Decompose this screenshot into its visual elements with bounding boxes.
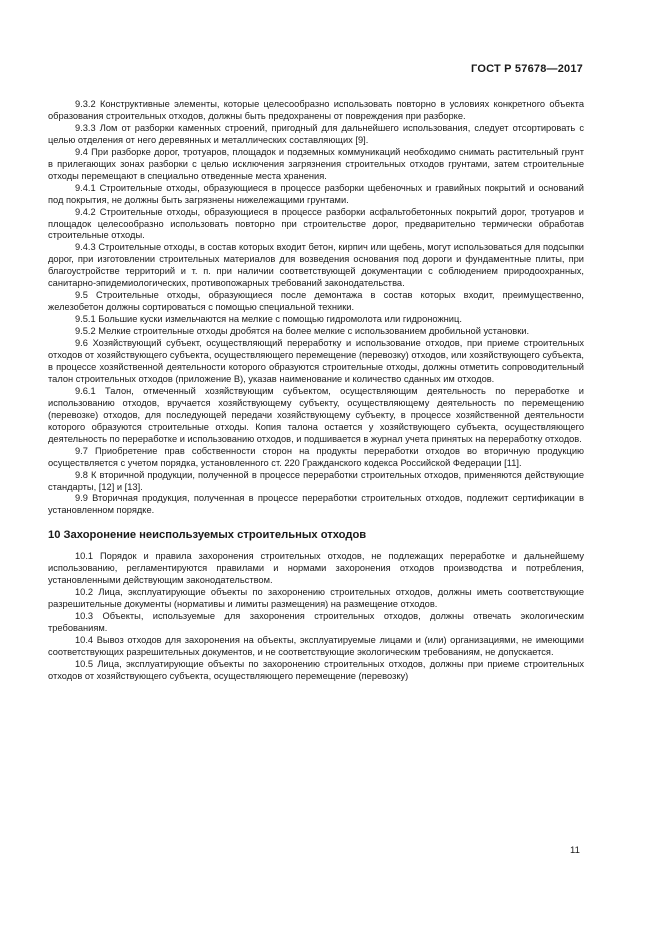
paragraph: 9.4.2 Строительные отходы, образующиеся в процессе разборки асфальтобетонных покрытий дорог, тротуаров и площадок целесообразно использовать повторно при строительстве дорог, предварительно термически обработав строительные отходы. <box>48 206 584 241</box>
paragraph: 9.3.3 Лом от разборки каменных строений, пригодный для дальнейшего использования, следует отсортировать с целью отделения от него деревянных и металлических составляющих [9]. <box>48 122 584 145</box>
paragraph: 9.3.2 Конструктивные элементы, которые целесообразно использовать повторно в условиях конкретного объекта образования строительных отходов, должны быть предохранены от повреждения при разборке. <box>48 99 584 121</box>
paragraph: 10.1 Порядок и правила захоронения строительных отходов, не подлежащих переработке и дальнейшему использованию, регламентируются правилами и нормами захоронения отходов производства и потребления, установленными действующим законодательством. <box>48 551 584 586</box>
paragraph: 9.4.1 Строительные отходы, образующиеся в процессе разборки щебеночных и гравийных покрытий и оснований под покрытия, не должны быть загрязнены нижележащими грунтами. <box>48 182 584 205</box>
paragraph: 9.6.1 Талон, отмеченный хозяйствующим субъектом, осуществляющим деятельность по переработке и использованию отходов, вручается хозяйствующему субъекту, осуществляющему деятельность по перемещению (перевозке) отходов, для последующей передачи хозяйствующему субъекту, в процессе хозяйственной деятельности которого образуются строительные отходы. Копия талона остается у хозяйствующего субъекта, осуществляющего деятельность по переработке и использованию отходов, и подшивается в журнал учета принятых на переработку отходов. <box>48 385 584 444</box>
paragraph: 10.4 Вывоз отходов для захоронения на объекты, эксплуатируемые лицами и (или) организациями, не имеющими соответствующих разрешительных документов, и не соответствующие экологическим требованиям, не допускается. <box>48 635 584 657</box>
paragraph: 9.5 Строительные отходы, образующиеся после демонтажа в состав которых входит, преимущественно, железобетон должны сортироваться с помощью специальной техники. <box>48 290 584 313</box>
paragraph: 9.4 При разборке дорог, тротуаров, площадок и подземных коммуникаций необходимо снимать растительный грунт в прилегающих зонах разборки с целью исключения загрязнения строительных отходов грунтами, затем строительные отходы перемещают в специально отведенные места хранения. <box>48 146 584 181</box>
paragraph: 10.3 Объекты, используемые для захоронения строительных отходов, должны отвечать экологическим требованиям. <box>48 611 584 634</box>
paragraph: 9.4.3 Строительные отходы, в состав которых входит бетон, кирпич или щебень, могут использоваться для подсыпки дорог, при изготовлении строительных материалов для возведения основания под дороги и фундаментные плиты, при благоустройстве территорий и т. п. при наличии соответствующей документации с соблюдением природоохранных, санитарно-эпидемиологических, противопожарных требований законодательства. <box>48 242 584 289</box>
paragraph: 9.9 Вторичная продукция, полученная в процессе переработки строительных отходов, подлежит сертификации в установленном порядке. <box>48 493 584 516</box>
paragraph: 9.5.2 Мелкие строительные отходы дробятся на более мелкие с использованием дробильной установки. <box>75 326 530 337</box>
paragraph: 9.6 Хозяйствующий субъект, осуществляющий переработку и использование отходов, при приеме строительных отходов от хозяйствующего субъекта, осуществляющего перемещение (перевозку) отходов, или хозяйствующего субъекта, в процессе хозяйственной деятельности которого образуются строительные отходы, должны отметить сопроводительный талон строительных отходов (приложение В), указав наименование и количество сданных им отходов. <box>48 338 584 384</box>
paragraph: 9.8 К вторичной продукции, полученной в процессе переработки строительных отходов, применяются действующие стандарты, [12] и [13]. <box>48 469 584 492</box>
page-number: 11 <box>570 845 580 856</box>
paragraph: 10.5 Лица, эксплуатирующие объекты по захоронению строительных отходов, должны при приеме строительных отходов от хозяйствующего субъекта, осуществляющего перемещение (перевозку) <box>48 658 584 681</box>
document-code: ГОСТ Р 57678—2017 <box>471 63 583 75</box>
section-heading: 10 Захоронение неиспользуемых строительных отходов <box>48 529 367 542</box>
paragraph: 9.7 Приобретение прав собственности сторон на продукты переработки отходов во вторичную продукцию осуществляется с учетом порядка, установленного ст. 220 Гражданского кодекса Российской Федерации [11]. <box>48 445 584 468</box>
paragraph: 10.2 Лица, эксплуатирующие объекты по захоронению строительных отходов, должны иметь соответствующие разрешительные документы (нормативы и лимиты размещения) на размещение отходов. <box>48 587 584 610</box>
paragraph: 9.5.1 Большие куски измельчаются на мелкие с помощью гидромолота или гидроножниц. <box>75 314 462 325</box>
page-body <box>48 99 584 683</box>
